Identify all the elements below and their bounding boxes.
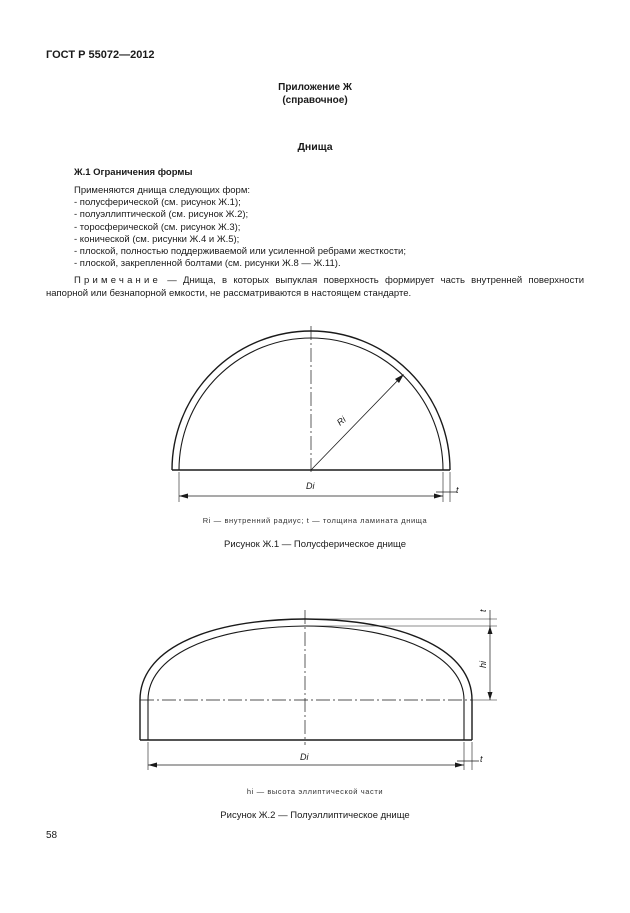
- note-line2: напорной или безнапорной емкости, не рассматриваются в настоящем стандарте.: [46, 288, 412, 299]
- radius-label: Ri: [334, 414, 348, 428]
- subsection-title: Ж.1 Ограничения формы: [74, 167, 193, 178]
- dimension-arrowhead: [455, 763, 464, 768]
- document-header: ГОСТ Р 55072—2012: [46, 49, 155, 61]
- head-outer-contour: [140, 619, 472, 740]
- list-item: - полуэллиптической (см. рисунок Ж.2);: [74, 209, 249, 221]
- diameter-label: Di: [300, 752, 309, 762]
- thickness-top-label: t: [478, 609, 488, 612]
- list-item: - конической (см. рисунки Ж.4 и Ж.5);: [74, 233, 240, 245]
- figure1-legend: Ri — внутренний радиус; t — толщина ламината днища: [202, 516, 428, 525]
- note-label: Примечание: [74, 275, 161, 286]
- thickness-label: t: [456, 485, 459, 495]
- list-item: - плоской, закрепленной болтами (см. рисунки Ж.8 — Ж.11).: [74, 258, 341, 270]
- annex-subtitle: (справочное): [282, 95, 348, 106]
- forms-intro: Применяются днища следующих форм:: [74, 185, 251, 196]
- list-item: - торосферической (см. рисунок Ж.3);: [74, 221, 241, 233]
- diameter-label: Di: [306, 481, 315, 491]
- figure1-caption: Рисунок Ж.1 — Полусферическое днище: [223, 539, 406, 550]
- dimension-arrowhead: [148, 763, 157, 768]
- dimension-arrowhead: [488, 692, 493, 700]
- page-number: 58: [46, 830, 58, 841]
- section-title: Днища: [297, 141, 333, 153]
- dimension-arrowhead: [488, 626, 493, 634]
- note-line1: — Днища, в которых выпуклая поверхность формирует часть внутренней поверхности: [167, 275, 584, 286]
- annex-title: Приложение Ж: [278, 82, 352, 93]
- list-item: - полусферической (см. рисунок Ж.1);: [74, 197, 241, 209]
- thickness-bottom-label: t: [480, 754, 483, 764]
- height-label: hi: [478, 660, 488, 668]
- figure2-caption: Рисунок Ж.2 — Полуэллиптическое днище: [220, 810, 410, 821]
- head-inner-contour: [148, 626, 464, 740]
- figure2-legend: hi — высота эллиптической части: [246, 787, 384, 796]
- list-item: - плоской, полностью поддерживаемой или усиленной ребрами жесткости;: [74, 246, 406, 258]
